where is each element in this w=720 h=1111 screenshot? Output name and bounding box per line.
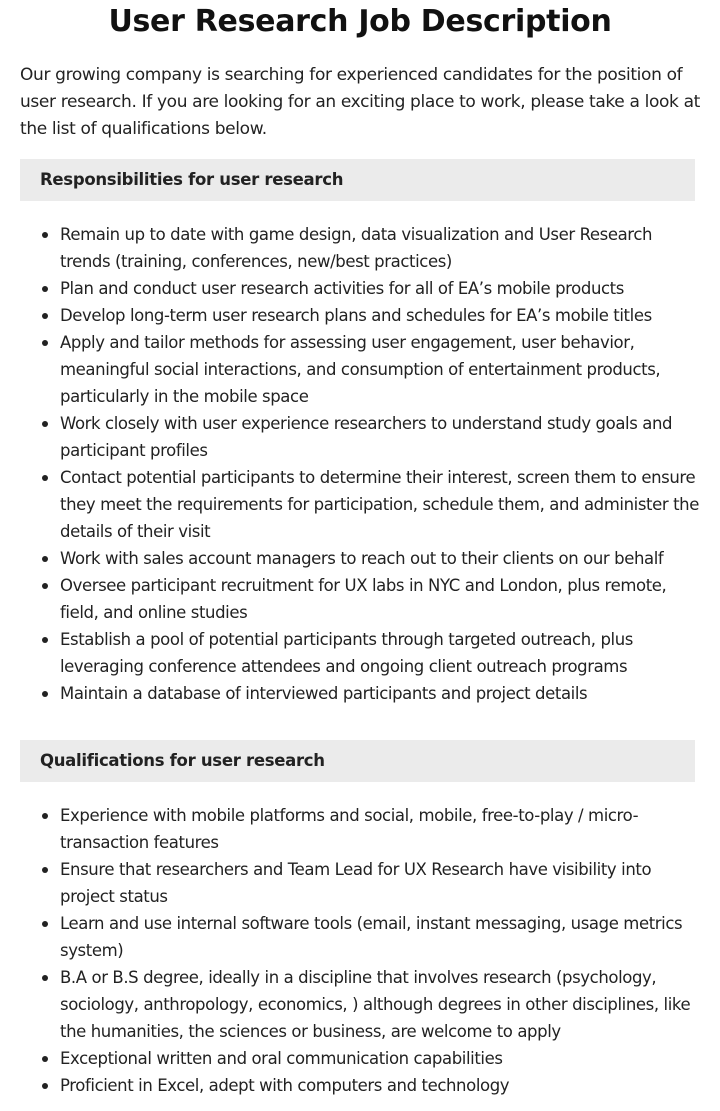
list-item: Plan and conduct user research activities for all of EA’s mobile products bbox=[60, 275, 705, 302]
list-item: Proficient in Excel, adept with computers and technology bbox=[60, 1072, 705, 1099]
list-item: Experience with mobile platforms and social, mobile, free-to-play / micro-transaction features bbox=[60, 802, 705, 856]
list-item: Work with sales account managers to reach out to their clients on our behalf bbox=[60, 545, 705, 572]
list-item: Maintain a database of interviewed participants and project details bbox=[60, 680, 705, 707]
list-item: Oversee participant recruitment for UX labs in NYC and London, plus remote, field, and online studies bbox=[60, 572, 705, 626]
page-title: User Research Job Description bbox=[108, 4, 612, 39]
list-item: Work closely with user experience researchers to understand study goals and participant profiles bbox=[60, 410, 705, 464]
list-item: Remain up to date with game design, data visualization and User Research trends (training, conferences, new/best practices) bbox=[60, 221, 705, 275]
intro-paragraph: Our growing company is searching for experienced candidates for the position of user research. If you are looking for an exciting place to work, please take a look at the list of qualifications below. bbox=[20, 65, 700, 139]
list-item: Establish a pool of potential participants through targeted outreach, plus leveraging conference attendees and ongoing client outreach programs bbox=[60, 626, 705, 680]
responsibilities-list bbox=[0, 221, 720, 707]
list-item: B.A or B.S degree, ideally in a discipline that involves research (psychology, sociology, anthropology, economics, ) although degrees in other disciplines, like the humanities, the sciences or business, are welcome to apply bbox=[60, 964, 705, 1045]
qualifications-list bbox=[0, 802, 720, 1099]
qualifications-heading: Qualifications for user research bbox=[20, 740, 695, 782]
list-item: Learn and use internal software tools (email, instant messaging, usage metrics system) bbox=[60, 910, 705, 964]
list-item: Ensure that researchers and Team Lead for UX Research have visibility into project status bbox=[60, 856, 705, 910]
list-item: Apply and tailor methods for assessing user engagement, user behavior, meaningful social interactions, and consumption of entertainment products, particularly in the mobile space bbox=[60, 329, 705, 410]
list-item: Contact potential participants to determine their interest, screen them to ensure they meet the requirements for participation, schedule them, and administer the details of their visit bbox=[60, 464, 705, 545]
responsibilities-heading: Responsibilities for user research bbox=[20, 159, 695, 201]
list-item: Develop long-term user research plans and schedules for EA’s mobile titles bbox=[60, 302, 705, 329]
list-item: Exceptional written and oral communication capabilities bbox=[60, 1045, 705, 1072]
